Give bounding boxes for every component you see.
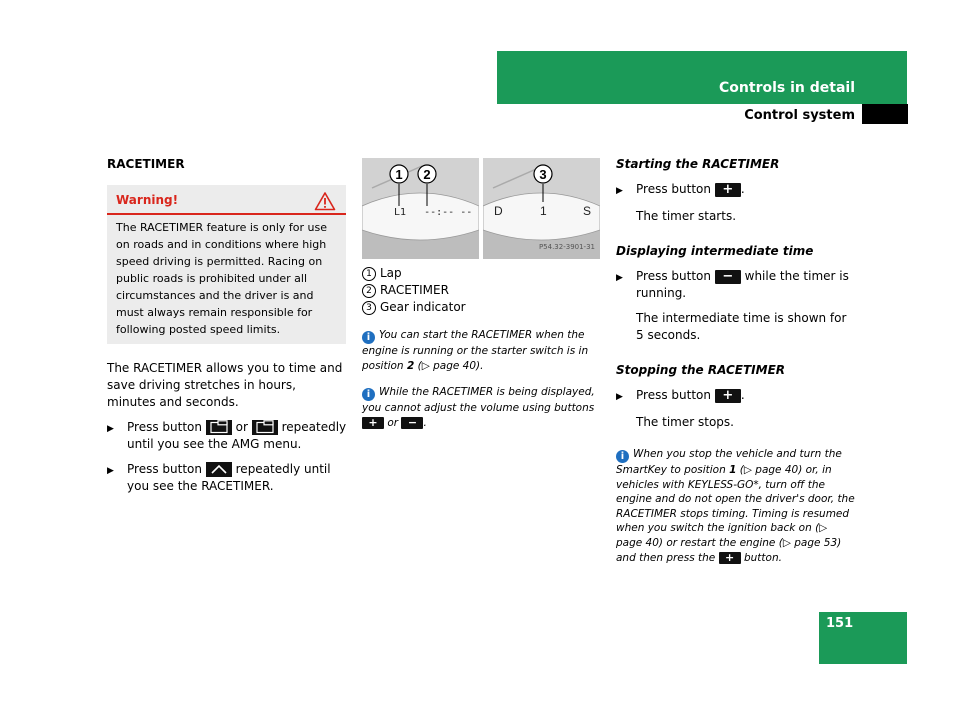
section-title: RACETIMER [107,157,185,171]
s3-end: . [740,388,745,402]
note-a: When you stop the vehicle and turn the SmartKey to position [616,448,842,476]
minus-button-icon: − [715,270,741,284]
page-down-icon [252,420,278,435]
legend-item [362,299,602,316]
note2-text: While the RACETIMER is being displayed, you cannot adjust the volume using buttons [362,386,595,415]
callout-1-label: 1 [395,167,403,182]
figure-lap-display [362,158,479,259]
note1-position: 2 [406,359,415,372]
note-c: button. [743,551,782,564]
callout-2-label: 2 [423,167,431,182]
step-text [127,419,347,453]
header-tab-marker [862,104,908,124]
step-text [636,387,856,406]
figure-code: P54.32-3901-31 [538,243,595,251]
s2-a: Press button [636,269,711,283]
step2-b: repeatedly until you see the RACETIMER. [127,462,331,493]
step2-a: Press button [127,462,202,476]
s2-b: while the timer is running. [636,269,849,300]
result-text: The intermediate time is shown for 5 seconds. [636,311,847,342]
note1-ref: (▷ page 40). [417,359,484,372]
step1-b: repeatedly until you see the AMG menu. [127,420,347,451]
info-note [616,447,856,565]
page-up-icon [206,420,232,435]
legend-number: 2 [362,284,376,298]
header-title: Controls in detail [719,80,855,96]
bullet-arrow-icon: ▶ [616,273,623,283]
bullet-arrow-icon: ▶ [616,186,623,196]
info-icon: i [362,388,375,401]
legend-item [362,282,602,299]
legend-label: RACETIMER [380,283,449,297]
warning-text: The RACETIMER feature is only for use on roads and in conditions where high speed driving is permitted. Racing on public roads is prohibited under all circumstances and the driver is and must always remain responsible for following posted speed limits. [116,221,328,336]
step-text [636,181,856,200]
info-note [362,385,602,430]
callout-3-label: 3 [539,167,547,182]
right-column [616,156,856,565]
plus-button-icon: + [362,417,384,429]
plus-button-icon: + [715,183,741,197]
legend-item [362,265,602,282]
bullet-arrow-icon: ▶ [616,392,623,402]
lap-display-text: L1 --:-- -- [394,207,473,218]
legend-number: 1 [362,267,376,281]
gear-1: 1 [540,204,547,218]
header-subtitle: Control system [744,108,855,123]
legend-label: Gear indicator [380,300,466,314]
step1-or: or [235,420,248,434]
bullet-arrow-icon: ▶ [107,424,114,434]
step-item [107,419,347,453]
figure-legend [362,265,602,316]
legend-number: 3 [362,301,376,315]
instrument-figures [362,158,602,259]
bullet-arrow-icon: ▶ [107,466,114,476]
plus-button-icon: + [715,389,741,403]
step-item [107,461,347,495]
middle-column [362,158,602,430]
minus-button-icon: − [401,417,423,429]
legend-label: Lap [380,266,402,280]
result-text: The timer stops. [636,415,734,429]
result-text: The timer starts. [636,209,737,223]
step-item [616,387,856,406]
step-item [616,268,856,302]
header-bar [497,51,907,104]
heading-stop: Stopping the RACETIMER [616,363,786,377]
s1-end: . [740,182,745,196]
heading-start: Starting the RACETIMER [616,157,780,171]
gear-s: S [583,204,592,218]
intro-paragraph: The RACETIMER allows you to time and save driving stretches in hours, minutes and seconds. [107,361,343,409]
warning-triangle-icon [314,191,336,211]
info-note [362,328,602,373]
info-icon: i [616,450,629,463]
step-item [616,181,856,200]
left-column [107,156,347,495]
gear-d: D [494,204,503,218]
step-text [127,461,347,495]
info-icon: i [362,331,375,344]
s1-text: Press button [636,182,711,196]
note2-or: or [387,416,399,429]
step1-a: Press button [127,420,202,434]
warning-box [107,185,346,344]
note1-text: You can start the RACETIMER when the engine is running or the starter switch is in position [362,329,589,372]
figure-gear-display [483,158,600,259]
step-text [636,268,856,302]
plus-button-icon: + [719,552,741,564]
heading-intermediate: Displaying intermediate time [616,244,814,258]
warning-label: Warning! [116,193,179,207]
s3-text: Press button [636,388,711,402]
note-position: 1 [729,464,737,476]
reset-button-icon [206,462,232,477]
page-number: 151 [826,616,854,631]
note-b: (▷ page 40) or, in vehicles with KEYLESS-GO*, turn off the engine and do not open the driver's door, the RACETIMER stops timing. Timing is resumed when you switch the ignition back on (▷ page 40) or restart the engine (▷ page 53) and then press the [616,464,855,564]
warning-header [107,185,346,215]
note2-end: . [423,416,427,429]
